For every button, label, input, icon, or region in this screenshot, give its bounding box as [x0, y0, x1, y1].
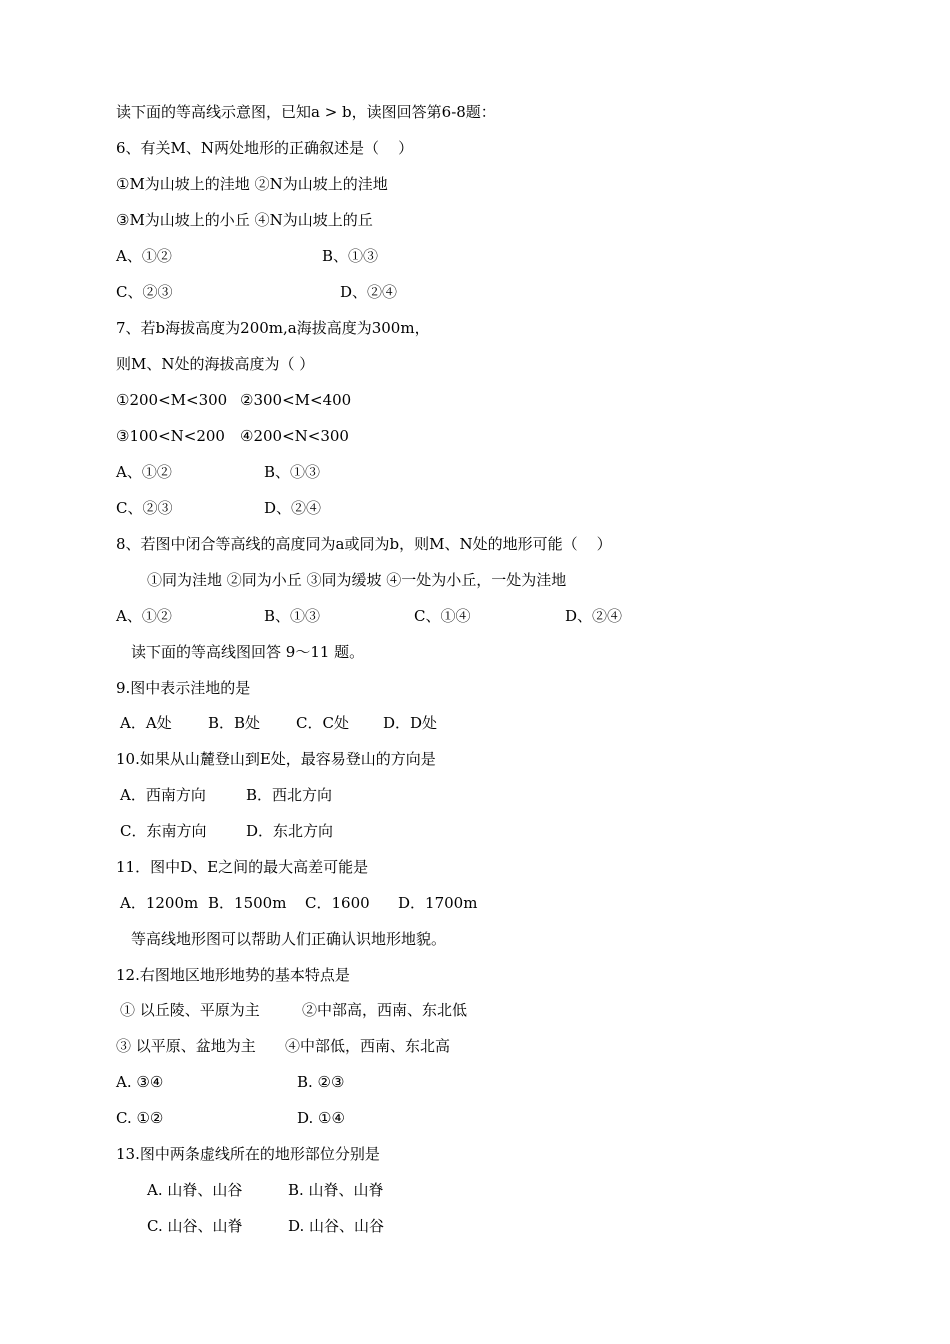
q9-opts-text-3: C．C处: [296, 714, 349, 732]
q7-stmt-3-4-text-1: ③100<N<200: [116, 427, 225, 445]
q9-opts-text-1: A．A处: [120, 714, 172, 732]
q6-opt-ab-text-1: A、①②: [116, 247, 172, 265]
q7-opt-cd-text-2: D、②④: [264, 499, 322, 517]
q6-opt-cd-text-1: C、②③: [116, 283, 173, 301]
q9-stem-text-1: 9.图中表示洼地的是: [116, 679, 251, 697]
q7-stmt-1-2-text-1: ①200<M<300: [116, 391, 228, 409]
q13-opt-cd-text-2: D. 山谷、山谷: [288, 1217, 385, 1235]
q7-stem-text-1: 7、若b海拔高度为200m,a海拔高度为300m，: [116, 319, 430, 337]
q6-opt-cd-text-2: D、②④: [340, 283, 398, 301]
q12-stmt-3-4-text-1: ③ 以平原、盆地为主: [116, 1037, 256, 1055]
q12-opt-cd-text-2: D. ①④: [297, 1109, 345, 1127]
q10-opt-ab-text-2: B．西北方向: [246, 786, 333, 804]
q8-stem-text-1: 8、若图中闭合等高线的高度同为a或同为b，则M、N处的地形可能（ ）: [116, 535, 612, 553]
q12-stmt-1-2-text-1: ① 以丘陵、平原为主: [120, 1001, 260, 1019]
q8-opts-text-3: C、①④: [414, 607, 471, 625]
q6-stem-text-1: 6、有关M、N两处地形的正确叙述是（ ）: [116, 139, 414, 157]
q8-opts-text-2: B、①③: [264, 607, 321, 625]
q12-stmt-3-4-text-2: ④中部低，西南、东北高: [285, 1037, 451, 1055]
q6-opt-ab-text-2: B、①③: [322, 247, 379, 265]
intro-12-13-text-1: 等高线地形图可以帮助人们正确认识地形地貌。: [131, 930, 447, 948]
q12-stmt-1-2-text-2: ②中部高，西南、东北低: [302, 1001, 468, 1019]
q11-opts-text-1: A．1200m: [120, 894, 199, 912]
q10-opt-ab-text-1: A．西南方向: [120, 786, 206, 804]
q7-opt-ab-text-1: A、①②: [116, 463, 172, 481]
q6-stmt-3-4-text-1: ③M为山坡上的小丘 ④N为山坡上的丘: [116, 211, 373, 229]
intro-6-8-text-1: 读下面的等高线示意图，已知a > b，读图回答第6-8题：: [116, 103, 496, 121]
q8-opts-text-1: A、①②: [116, 607, 172, 625]
q11-opts-text-3: C．1600: [305, 894, 370, 912]
q10-opt-cd-text-1: C．东南方向: [120, 822, 207, 840]
q11-opts-text-2: B．1500m: [208, 894, 287, 912]
q10-stem-text-1: 10.如果从山麓登山到E处，最容易登山的方向是: [116, 750, 436, 768]
q13-opt-cd-text-1: C. 山谷、山脊: [147, 1217, 243, 1235]
q7-stmt-3-4-text-2: ④200<N<300: [240, 427, 349, 445]
q13-opt-ab-text-2: B. 山脊、山脊: [288, 1181, 384, 1199]
q13-opt-ab-text-1: A. 山脊、山谷: [147, 1181, 243, 1199]
q12-opt-ab-text-2: B. ②③: [297, 1073, 345, 1091]
q12-stem-text-1: 12.右图地区地形地势的基本特点是: [116, 966, 350, 984]
q10-opt-cd-text-2: D．东北方向: [246, 822, 334, 840]
q7-opt-ab-text-2: B、①③: [264, 463, 321, 481]
q8-opts-text-4: D、②④: [565, 607, 623, 625]
q12-opt-cd-text-1: C. ①②: [116, 1109, 164, 1127]
q9-opts-text-4: D．D处: [383, 714, 438, 732]
q7-stem-2-text-1: 则M、N处的海拔高度为（ ）: [116, 355, 315, 373]
q7-stmt-1-2-text-2: ②300<M<400: [240, 391, 352, 409]
q7-opt-cd-text-1: C、②③: [116, 499, 173, 517]
intro-9-11-text-1: 读下面的等高线图回答 9～11 题。: [131, 643, 365, 661]
q11-opts-text-4: D．1700m: [398, 894, 478, 912]
q9-opts-text-2: B．B处: [208, 714, 261, 732]
q13-stem-text-1: 13.图中两条虚线所在的地形部位分别是: [116, 1145, 380, 1163]
q8-stmts-text-1: ①同为洼地 ②同为小丘 ③同为缓坡 ④一处为小丘，一处为洼地: [147, 571, 567, 589]
q6-stmt-1-2-text-1: ①M为山坡上的洼地 ②N为山坡上的洼地: [116, 175, 388, 193]
q11-stem-text-1: 11．图中D、E之间的最大高差可能是: [116, 858, 369, 876]
q12-opt-ab-text-1: A. ③④: [116, 1073, 164, 1091]
